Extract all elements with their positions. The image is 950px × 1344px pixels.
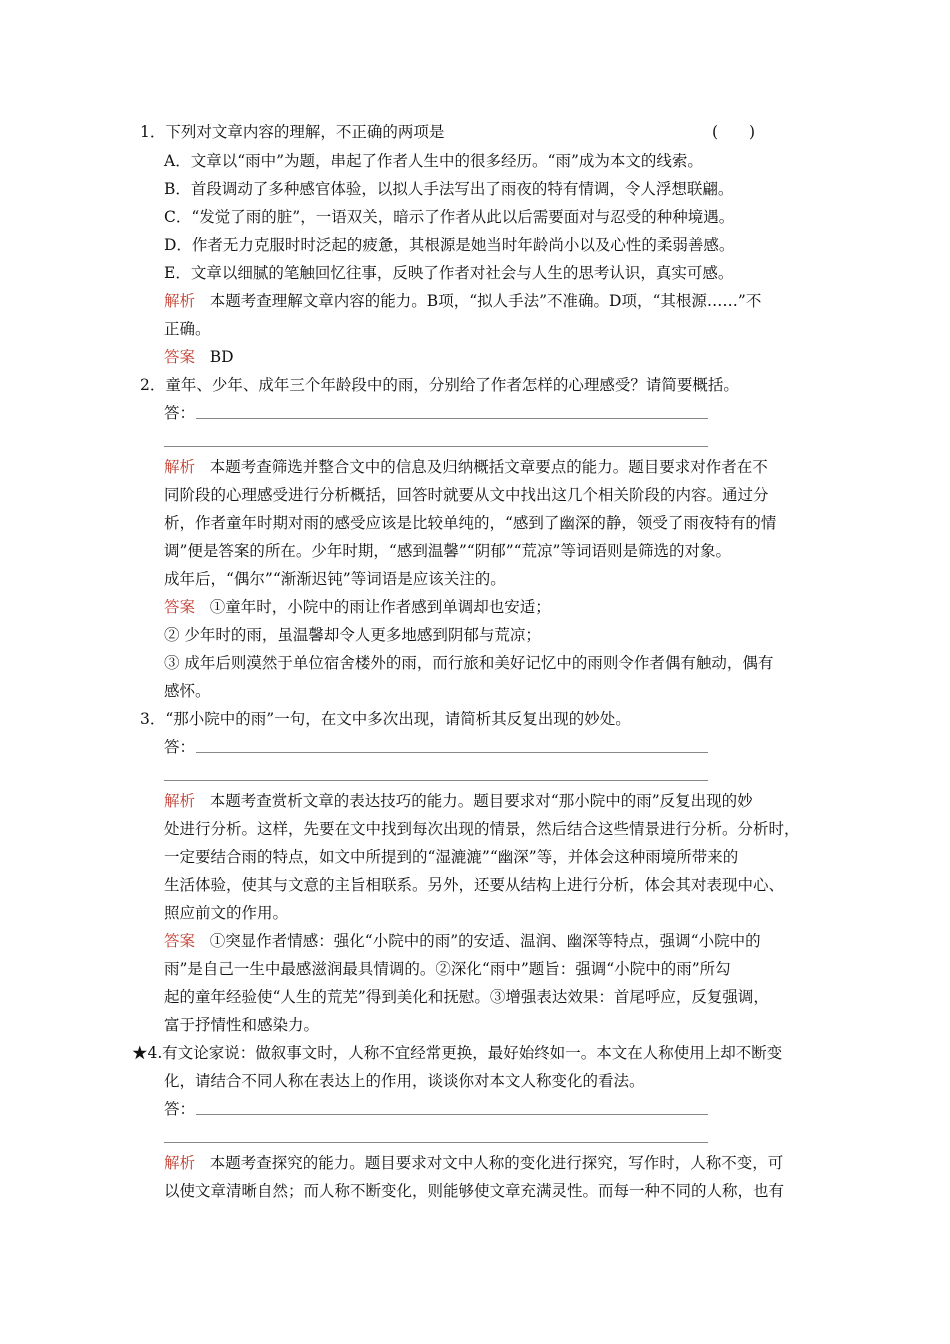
q4-stem-line-1: ★4.有文论家说：做叙事文时，人称不宜经常更换，最好始终如一。本文在人称使用上却不断变 <box>132 1044 783 1062</box>
q1-stem: 1．下列对文章内容的理解，不正确的两项是 <box>140 123 445 141</box>
q3-answer-blank-1[interactable] <box>196 752 708 753</box>
q2-analysis-text: 本题考查筛选并整合文中的信息及归纳概括文章要点的能力。题目要求对作者在不 <box>209 458 768 476</box>
q2-analysis-line-1 <box>164 457 768 477</box>
q2-answer-line-1 <box>164 597 551 617</box>
q3-analysis-line-4: 生活体验，使其与文意的主旨相联系。另外，还要从结构上进行分析，体会其对表现中心、 <box>164 876 785 894</box>
q4-answer-blank-1[interactable] <box>196 1114 708 1115</box>
q4-analysis-text: 本题考查探究的能力。题目要求对文中人称的变化进行探究，写作时，人称不变，可 <box>209 1154 784 1172</box>
q1-analysis-line-2: 正确。 <box>164 320 211 338</box>
q1-analysis-label: 解析 <box>164 292 196 310</box>
q1-analysis-text: 本题考查理解文章内容的能力。B项，“拟人手法”不准确。D项，“其根源……”不 <box>209 292 762 310</box>
q3-answer-line-1 <box>164 931 761 951</box>
q2-answer-blank-2[interactable] <box>164 446 708 447</box>
q3-answer-label: 答案 <box>164 932 196 950</box>
q2-analysis-line-4: 调”便是答案的所在。少年时期，“感到温馨”“阴郁”“荒凉”等词语则是筛选的对象。 <box>164 542 731 560</box>
q3-analysis-text: 本题考查赏析文章的表达技巧的能力。题目要求对“那小院中的雨”反复出现的妙 <box>209 792 753 810</box>
q3-analysis-line-2: 处进行分析。这样，先要在文中找到每次出现的情景，然后结合这些情景进行分析。分析时， <box>164 820 800 838</box>
q2-answer-line-4: 感怀。 <box>164 682 211 700</box>
q4-analysis-label: 解析 <box>164 1154 196 1172</box>
q2-analysis-label: 解析 <box>164 458 196 476</box>
q3-answer-line-4: 富于抒情性和感染力。 <box>164 1016 320 1034</box>
q3-analysis-line-1 <box>164 791 753 811</box>
q3-answer-line-2: 雨”是自己一生中最感滋润最具情调的。②深化“雨中”题旨：强调“小院中的雨”所勾 <box>164 960 731 978</box>
q1-analysis-line-1 <box>164 291 761 311</box>
q1-option-e: E．文章以细腻的笔触回忆往事，反映了作者对社会与人生的思考认识，真实可感。 <box>164 264 734 282</box>
q1-option-d: D．作者无力克服时时泛起的疲惫，其根源是她当时年龄尚小以及心性的柔弱善感。 <box>164 236 735 254</box>
q4-analysis-line-1 <box>164 1153 783 1173</box>
q3-answer-line-3: 起的童年经验使“人生的荒芜”得到美化和抚慰。③增强表达效果：首尾呼应，反复强调， <box>164 988 769 1006</box>
q4-stem-line-2: 化，请结合不同人称在表达上的作用，谈谈你对本文人称变化的看法。 <box>164 1072 645 1090</box>
q2-analysis-line-5: 成年后，“偶尔”“渐渐迟钝”等词语是应该关注的。 <box>164 570 506 588</box>
q2-stem: 2．童年、少年、成年三个年龄段中的雨，分别给了作者怎样的心理感受？请简要概括。 <box>140 376 739 394</box>
q4-analysis-line-2: 以使文章清晰自然；而人称不断变化，则能够使文章充满灵性。而每一种不同的人称，也有 <box>164 1182 785 1200</box>
q3-analysis-line-5: 照应前文的作用。 <box>164 904 289 922</box>
q1-answer-parentheses: ( ) <box>712 123 756 141</box>
q3-analysis-label: 解析 <box>164 792 196 810</box>
q3-analysis-line-3: 一定要结合雨的特点，如文中所提到的“湿漉漉”“幽深”等，并体会这种雨境所带来的 <box>164 848 739 866</box>
q3-answer-text: ①突显作者情感：强化“小院中的雨”的安适、温润、幽深等特点，强调“小院中的 <box>209 932 761 950</box>
q2-analysis-line-3: 析，作者童年时期对雨的感受应该是比较单纯的，“感到了幽深的静，领受了雨夜特有的情 <box>164 514 777 532</box>
q1-option-c: C．“发觉了雨的脏”，一语双关，暗示了作者从此以后需要面对与忍受的种种境遇。 <box>164 208 735 226</box>
q2-analysis-line-2: 同阶段的心理感受进行分析概括，回答时就要从文中找出这几个相关阶段的内容。通过分 <box>164 486 769 504</box>
q2-answer-line-2: ② 少年时的雨，虽温馨却令人更多地感到阴郁与荒凉； <box>164 626 541 644</box>
q3-stem: 3．“那小院中的雨”一句，在文中多次出现，请简析其反复出现的妙处。 <box>140 710 631 728</box>
q1-option-b: B．首段调动了多种感官体验，以拟人手法写出了雨夜的特有情调，令人浮想联翩。 <box>164 180 734 198</box>
q1-answer-value: BD <box>209 348 234 366</box>
q2-answer-label: 答案 <box>164 598 196 616</box>
q1-option-a: A．文章以“雨中”为题，串起了作者人生中的很多经历。“雨”成为本文的线索。 <box>164 152 703 170</box>
q2-answer-line-3: ③ 成年后则漠然于单位宿舍楼外的雨，而行旅和美好记忆中的雨则令作者偶有触动，偶有 <box>164 654 774 672</box>
q2-answer-text: ①童年时，小院中的雨让作者感到单调却也安适； <box>209 598 551 616</box>
q1-answer-line <box>164 347 234 367</box>
q4-answer-prompt: 答： <box>164 1100 196 1118</box>
q1-answer-label: 答案 <box>164 348 196 366</box>
q2-answer-blank-1[interactable] <box>196 418 708 419</box>
q2-answer-prompt: 答： <box>164 404 196 422</box>
q3-answer-blank-2[interactable] <box>164 780 708 781</box>
q4-answer-blank-2[interactable] <box>164 1142 708 1143</box>
q3-answer-prompt: 答： <box>164 738 196 756</box>
